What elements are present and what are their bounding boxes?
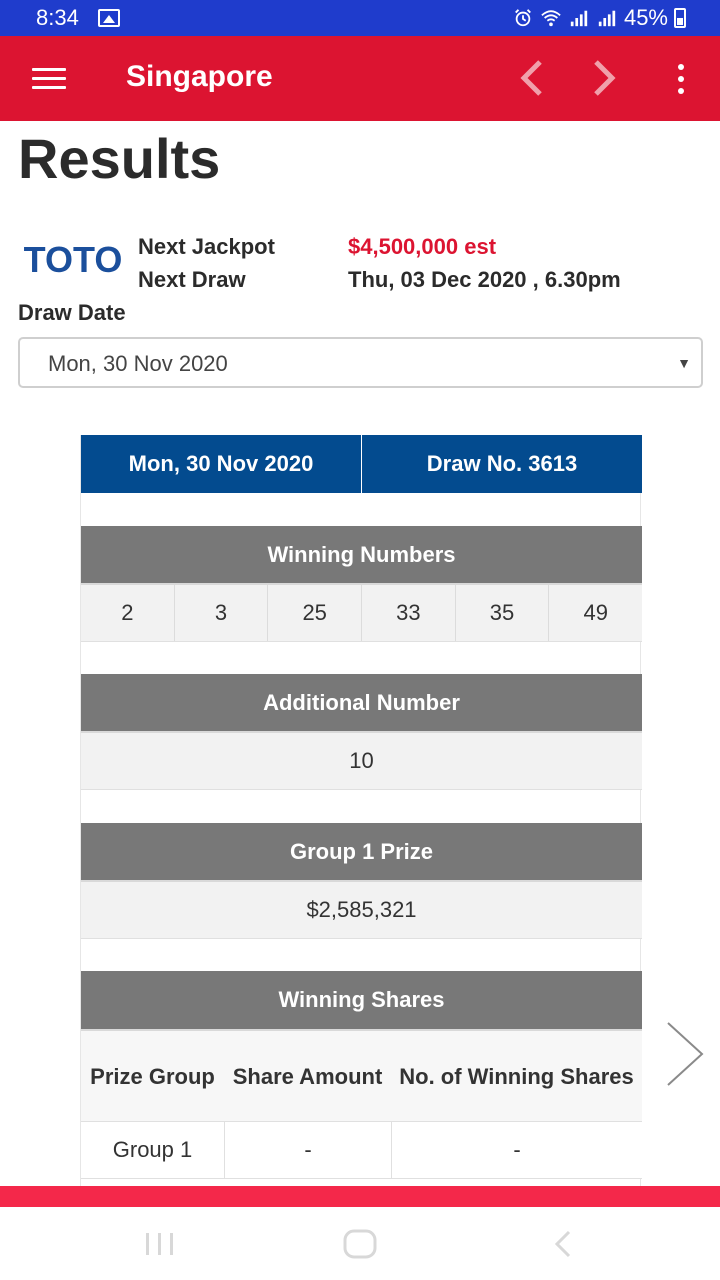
- cell-share-amount: -: [224, 1122, 391, 1178]
- menu-icon[interactable]: [32, 68, 66, 90]
- app-title: Singapore: [126, 60, 273, 93]
- system-nav-bar: [0, 1207, 720, 1280]
- winning-number: 2: [121, 600, 134, 625]
- next-jackpot-value: $4,500,000 est: [348, 234, 497, 259]
- toto-logo: [16, 238, 130, 282]
- result-header: [81, 435, 642, 493]
- next-draw-label: Next Draw: [138, 267, 246, 292]
- winning-number: 33: [361, 585, 455, 641]
- draw-date-label: Draw Date: [18, 300, 126, 325]
- status-bar: [0, 0, 720, 36]
- battery-percent: 45%: [623, 5, 668, 30]
- col-share-amount: Share Amount: [232, 1063, 383, 1089]
- result-card: [80, 435, 641, 1195]
- additional-number-value: 10: [81, 731, 642, 790]
- more-vert-icon[interactable]: [670, 64, 692, 94]
- winning-number: 3: [174, 585, 268, 641]
- col-winning-shares: No. of Winning Shares: [399, 1063, 634, 1089]
- caret-down-icon: ▼: [677, 355, 691, 371]
- chevron-right-icon[interactable]: [584, 56, 624, 100]
- winning-numbers-row: [81, 583, 642, 642]
- chevron-right-icon[interactable]: [664, 1020, 708, 1088]
- toto-logo-text: TOTO: [23, 239, 123, 280]
- draw-date-select[interactable]: [18, 337, 703, 388]
- battery-icon: [674, 8, 686, 28]
- winning-number: 25: [267, 585, 361, 641]
- additional-number-title: Additional Number: [81, 674, 642, 732]
- alarm-icon: [512, 8, 534, 28]
- status-time: 8:34: [36, 5, 79, 30]
- signal-icon: [568, 8, 590, 28]
- back-icon[interactable]: [543, 1229, 583, 1259]
- next-draw-value: Thu, 03 Dec 2020 , 6.30pm: [348, 267, 621, 292]
- page-title: Results: [18, 127, 221, 190]
- signal-icon-2: [596, 8, 618, 28]
- table-row: [81, 1121, 642, 1179]
- winning-numbers-title: Winning Numbers: [81, 526, 642, 584]
- cell-prize-group: Group 1: [112, 1137, 193, 1162]
- cell-winning-shares: -: [391, 1122, 642, 1178]
- bottom-banner: [0, 1186, 720, 1207]
- result-draw-no: Draw No. 3613: [361, 435, 642, 493]
- winning-shares-title: Winning Shares: [81, 971, 642, 1029]
- group1-prize-title: Group 1 Prize: [81, 823, 642, 881]
- home-icon[interactable]: [340, 1229, 380, 1259]
- winning-number: 49: [548, 585, 642, 641]
- shares-table-header: [81, 1029, 642, 1121]
- draw-date-select-value: Mon, 30 Nov 2020: [48, 351, 228, 376]
- chevron-left-icon[interactable]: [512, 56, 552, 100]
- col-prize-group: Prize Group: [90, 1063, 215, 1089]
- next-jackpot-label: Next Jackpot: [138, 234, 275, 259]
- recent-apps-icon[interactable]: [140, 1229, 180, 1259]
- status-icons: [512, 5, 686, 31]
- wifi-icon: [540, 8, 562, 28]
- image-icon: [98, 9, 120, 27]
- result-date: Mon, 30 Nov 2020: [128, 451, 314, 476]
- winning-number: 35: [455, 585, 549, 641]
- group1-prize-value: $2,585,321: [81, 880, 642, 939]
- app-bar: [0, 36, 720, 121]
